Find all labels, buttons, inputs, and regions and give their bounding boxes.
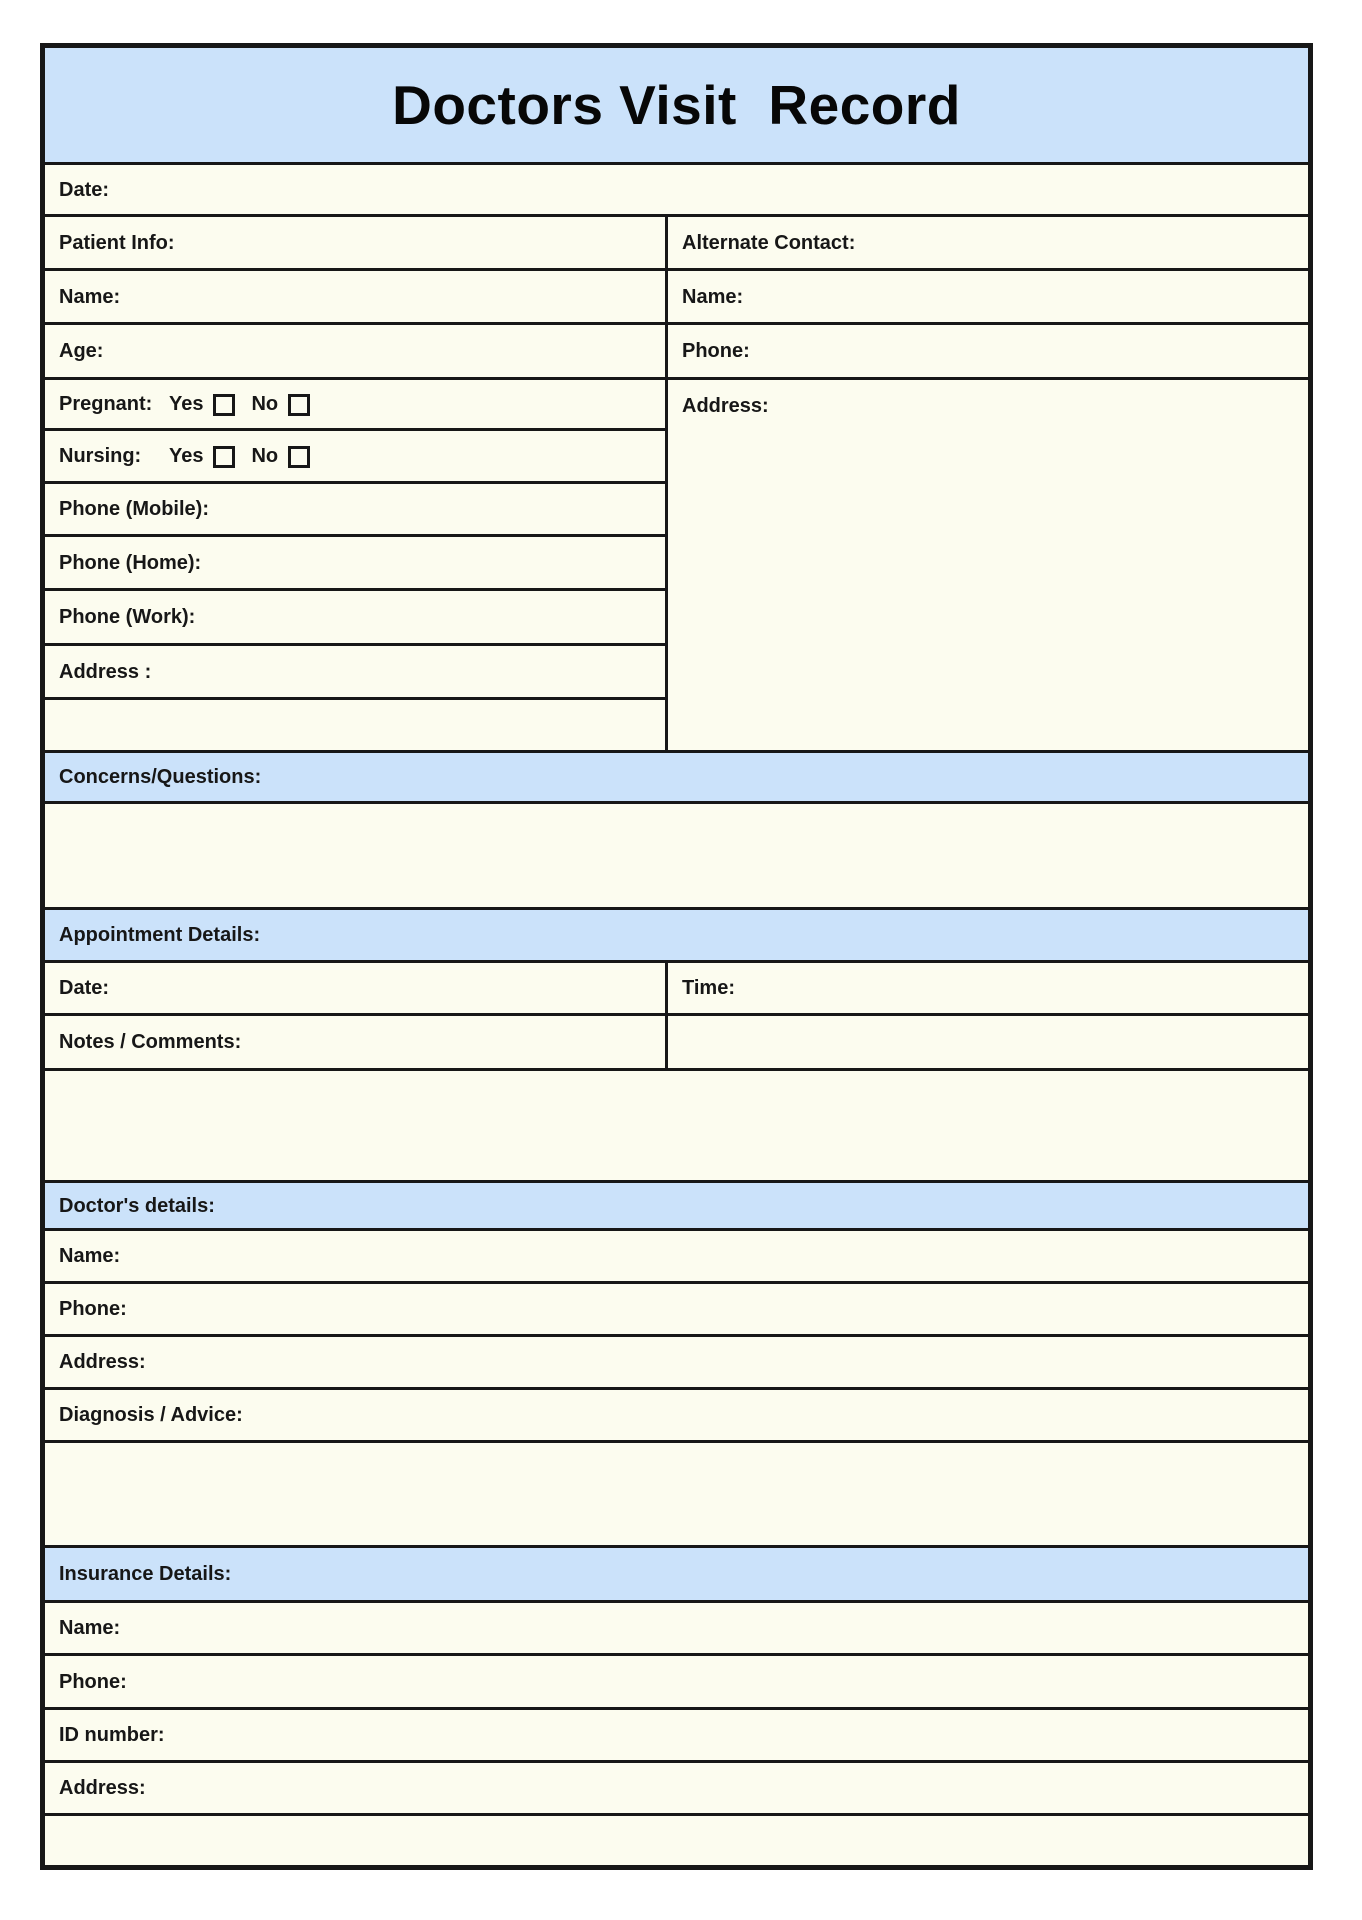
patient-address-cell (45, 646, 665, 700)
doctor-name-row (45, 1231, 1308, 1284)
insurance-id-label: ID number: (59, 1724, 165, 1746)
phone-mobile-cell (45, 484, 665, 537)
pregnant-yes-checkbox[interactable] (213, 394, 235, 416)
appointment-time-cell (668, 963, 1308, 1013)
diagnosis-writing-area (45, 1443, 1308, 1548)
nursing-cell (45, 431, 665, 484)
alternate-address-cell (668, 380, 1308, 750)
nursing-no-label: No (251, 445, 279, 467)
patient-name-cell (45, 271, 665, 325)
appointment-notes-label: Notes / Comments: (59, 1031, 242, 1053)
patient-name-label: Name: (59, 285, 121, 308)
appointment-header-row (45, 910, 1308, 963)
pregnant-no-checkbox[interactable] (288, 394, 310, 416)
date-label: Date: (59, 178, 110, 201)
insurance-name-row (45, 1603, 1308, 1656)
pregnant-no-label: No (251, 393, 279, 415)
concerns-writing-area (45, 804, 1308, 910)
alternate-name-cell (668, 271, 1308, 325)
form-title-bar (45, 48, 1308, 165)
appointment-notes-blank-cell (668, 1016, 1308, 1068)
alternate-name-label: Name: (682, 285, 744, 308)
appointment-date-time-row (45, 963, 1308, 1016)
patient-info-column (45, 217, 668, 750)
insurance-phone-row (45, 1656, 1308, 1710)
alternate-contact-header-cell (668, 217, 1308, 271)
form-title: Doctors Visit Record (392, 74, 961, 136)
alternate-contact-label: Alternate Contact: (682, 231, 856, 254)
concerns-header-label: Concerns/Questions: (59, 766, 262, 788)
appointment-notes-row (45, 1016, 1308, 1071)
insurance-name-label: Name: (59, 1617, 121, 1639)
phone-work-cell (45, 591, 665, 646)
patient-address-label: Address : (59, 660, 152, 683)
appointment-notes-cell (45, 1016, 668, 1068)
diagnosis-label: Diagnosis / Advice: (59, 1404, 243, 1426)
insurance-address-row (45, 1763, 1308, 1816)
insurance-blank-row (45, 1816, 1308, 1865)
doctor-address-label: Address: (59, 1351, 146, 1373)
insurance-phone-label: Phone: (59, 1670, 127, 1693)
doctor-phone-label: Phone: (59, 1298, 127, 1320)
appointment-date-label: Date: (59, 977, 110, 999)
insurance-header-row (45, 1548, 1308, 1603)
patient-section (45, 217, 1308, 753)
phone-mobile-label: Phone (Mobile): (59, 498, 209, 520)
insurance-address-label: Address: (59, 1777, 146, 1799)
nursing-label: Nursing: (59, 445, 142, 467)
doctor-phone-row (45, 1284, 1308, 1337)
patient-info-header-cell (45, 217, 665, 271)
doctor-header-row (45, 1183, 1308, 1231)
pregnant-cell (45, 380, 665, 431)
insurance-header-label: Insurance Details: (59, 1563, 232, 1585)
patient-age-cell (45, 325, 665, 380)
appointment-time-label: Time: (682, 977, 735, 999)
doctors-visit-record-form (40, 43, 1313, 1870)
alternate-contact-column (668, 217, 1308, 750)
doctor-header-label: Doctor's details: (59, 1194, 215, 1217)
nursing-no-checkbox[interactable] (288, 446, 310, 468)
appointment-date-cell (45, 963, 668, 1013)
patient-address-blank-cell (45, 700, 665, 750)
alternate-phone-cell (668, 325, 1308, 380)
doctor-name-label: Name: (59, 1245, 121, 1267)
insurance-id-row (45, 1710, 1308, 1763)
phone-home-cell (45, 537, 665, 591)
phone-home-label: Phone (Home): (59, 551, 202, 574)
pregnant-label: Pregnant: (59, 393, 153, 415)
doctor-address-row (45, 1337, 1308, 1390)
alternate-phone-label: Phone: (682, 340, 750, 362)
nursing-yes-label: Yes (169, 445, 204, 467)
date-row (45, 165, 1308, 217)
appointment-writing-area (45, 1071, 1308, 1183)
nursing-yes-checkbox[interactable] (213, 446, 235, 468)
pregnant-yes-label: Yes (169, 393, 204, 415)
appointment-header-label: Appointment Details: (59, 924, 261, 946)
patient-age-label: Age: (59, 340, 104, 362)
phone-work-label: Phone (Work): (59, 606, 196, 628)
alternate-address-label: Address: (682, 395, 769, 417)
patient-info-label: Patient Info: (59, 231, 175, 254)
concerns-header-row (45, 753, 1308, 804)
diagnosis-row (45, 1390, 1308, 1443)
